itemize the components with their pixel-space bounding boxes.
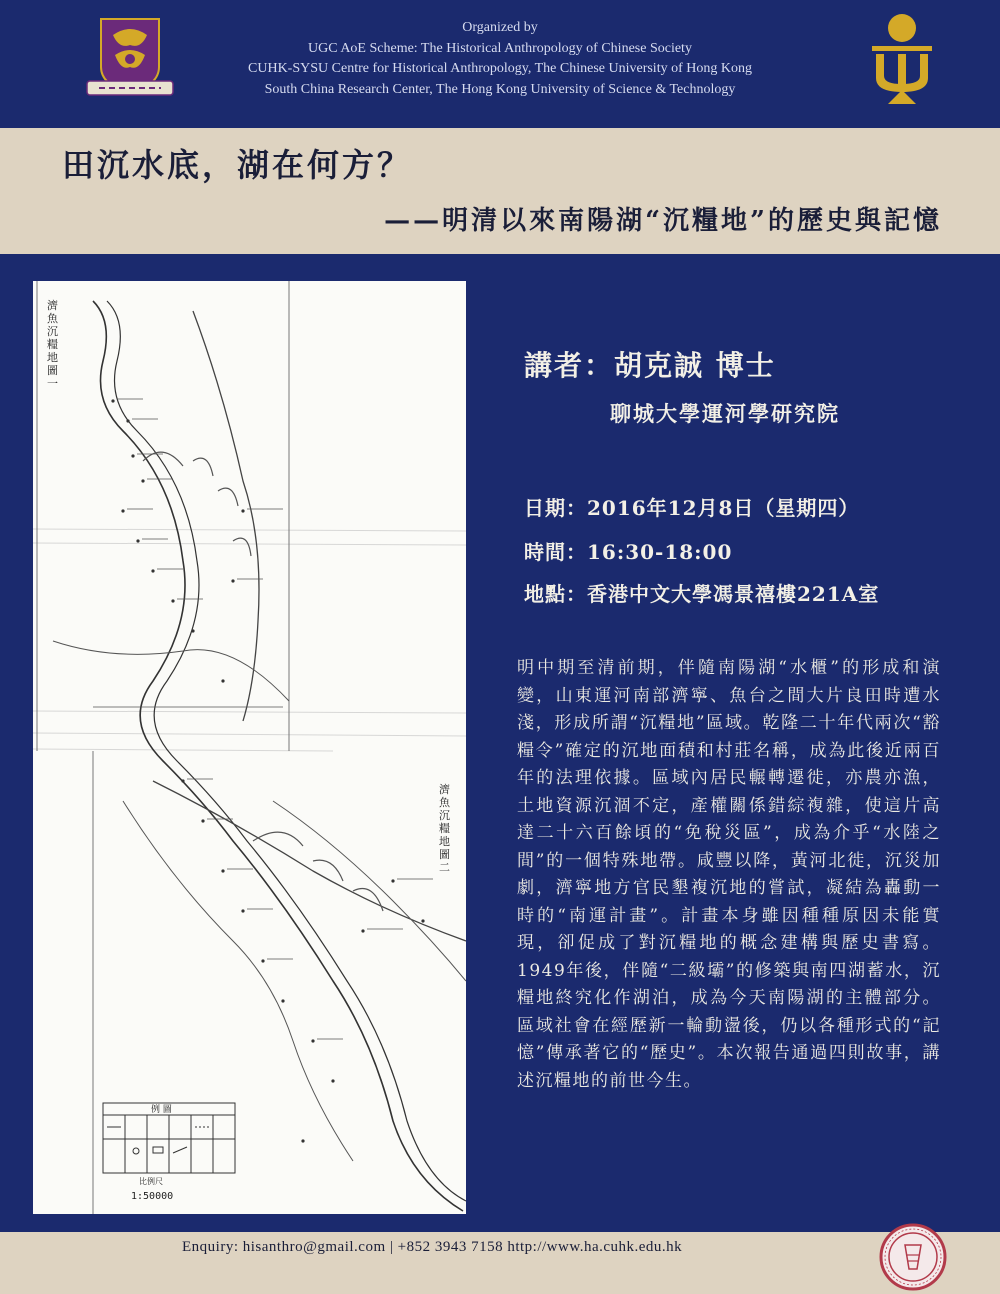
map-title-2: 濟魚沉糧地圖二 — [439, 783, 450, 874]
map-legend-title: 例 圖 — [151, 1105, 172, 1115]
organizer-2: CUHK-SYSU Centre for Historical Anthropology, The Chinese University of Hong Kong — [248, 61, 752, 76]
map-drawing — [33, 281, 466, 1214]
page-title: 田沉水底，湖在何方？ — [62, 146, 413, 184]
header — [0, 0, 1000, 128]
event-date: 日期：2016年12月8日（星期四） — [524, 496, 860, 520]
map-title-1: 濟魚沉糧地圖一 — [47, 299, 58, 390]
speaker-name: 講者：胡克誠 博士 — [524, 349, 776, 382]
organizers — [200, 18, 800, 100]
organizer-1: UGC AoE Scheme: The Historical Anthropology of Chinese Society — [308, 40, 692, 56]
historical-map — [33, 281, 466, 1214]
event-time: 時間：16:30-18:00 — [524, 540, 733, 564]
enquiry-line: Enquiry: hisanthro@gmail.com | +852 3943 7158 http://www.ha.cuhk.edu.hk — [182, 1239, 683, 1255]
event-venue: 地點：香港中文大學馮景禧樓221A室 — [524, 582, 880, 606]
department-seal-icon — [879, 1223, 947, 1291]
cuhk-logo-icon — [83, 15, 177, 99]
organized-by-label: Organized by — [462, 20, 538, 35]
page-subtitle: ——明清以來南陽湖“沉糧地”的歷史與記憶 — [384, 206, 942, 236]
map-scale-label: 比例尺 — [139, 1177, 163, 1186]
map-scale: 1:50000 — [131, 1191, 174, 1202]
speaker-affiliation: 聊城大學運河學研究院 — [610, 401, 840, 426]
organizer-3: South China Research Center, The Hong Kong University of Science & Technology — [264, 81, 736, 97]
abstract-text: 明中期至清前期，伴隨南陽湖“水櫃”的形成和演變，山東運河南部濟寧、魚台之間大片良田時遭水淺，形成所謂“沉糧地”區域。乾隆二十年代兩次“豁糧令”確定的沉地面積和村莊名稱，成為此後近兩百年的法理依據。區域內居民輾轉遷徙，亦農亦漁，土地資源沉涸不定，產權關係錯綜複雜，使這片高達二十六百餘頃的“免稅災區”，成為介乎“水陸之間”的一個特殊地帶。咸豐以降，黃河北徙，沉災加劇，濟寧地方官民墾複沉地的嘗試，凝結為轟動一時的“南運計畫”。計畫本身雖因種種原因未能實現，卻促成了對沉糧地的概念建構與歷史書寫。1949年後，伴隨“二級壩”的修築與南四湖蓄水，沉糧地終究化作湖泊，成為今天南陽湖的主體部分。區域社會在經歷新一輪動盪後，仍以各種形式的“記憶”傳承著它的“歷史”。本次報告通過四則故事，講述沉糧地的前世今生。 — [517, 658, 941, 1091]
hkust-logo-icon — [866, 12, 938, 106]
